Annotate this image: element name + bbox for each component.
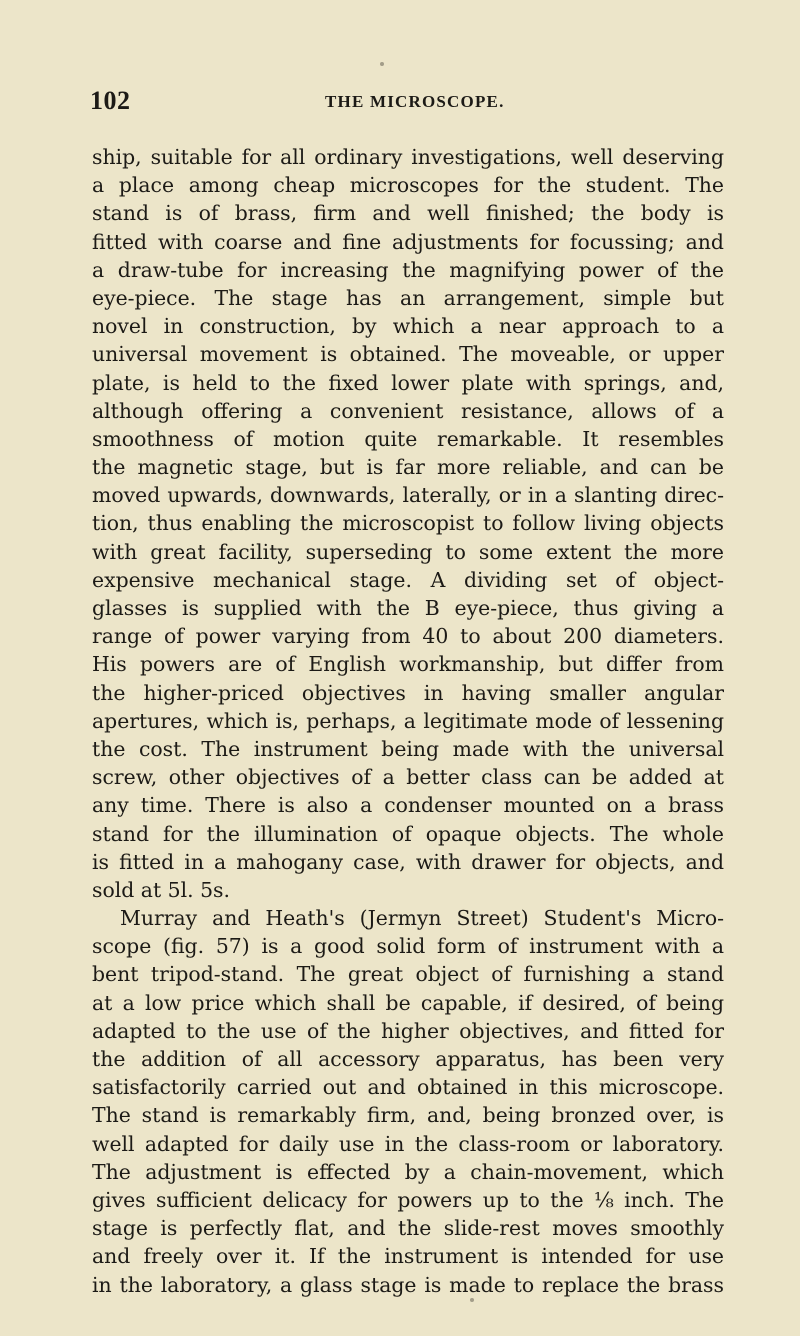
text-line: smoothness of motion quite remarkable. It resembles xyxy=(92,426,724,451)
running-head xyxy=(90,86,730,116)
text-line: moved upwards, downwards, laterally, or in a slanting direc- xyxy=(92,483,724,508)
text-line: with great facility, superseding to some extent the more xyxy=(92,539,724,564)
text-line: gives sufficient delicacy for powers up to the ⅛ inch. The xyxy=(92,1187,724,1212)
text-line: the magnetic stage, but is far more reliable, and can be xyxy=(92,455,724,480)
text-line: fitted with coarse and fine adjustments for focussing; and xyxy=(92,229,724,254)
text-line: expensive mechanical stage. A dividing set of object- xyxy=(92,567,724,592)
text-line: stage is perfectly flat, and the slide-rest moves smoothly xyxy=(92,1216,724,1241)
text-line: The stand is remarkably firm, and, being bronzed over, is xyxy=(92,1103,724,1128)
text-line: stand is of brass, firm and well finished; the body is xyxy=(92,201,724,226)
text-line: apertures, which is, perhaps, a legitimate mode of lessening xyxy=(92,708,724,733)
text-line: a place among cheap microscopes for the student. The xyxy=(92,173,724,198)
text-line: at a low price which shall be capable, if desired, of being xyxy=(92,990,724,1015)
text-line: in the laboratory, a glass stage is made to replace the brass xyxy=(92,1272,724,1297)
text-line: The adjustment is effected by a chain-movement, which xyxy=(92,1159,724,1184)
text-line: scope (fig. 57) is a good solid form of instrument with a xyxy=(92,934,724,959)
text-line: well adapted for daily use in the class-room or laboratory. xyxy=(92,1131,724,1156)
text-line: novel in construction, by which a near approach to a xyxy=(92,314,724,339)
text-line: universal movement is obtained. The moveable, or upper xyxy=(92,342,724,367)
paper-speck xyxy=(470,1298,474,1302)
text-line: range of power varying from 40 to about 200 diameters. xyxy=(92,624,724,649)
text-line: eye-piece. The stage has an arrangement, simple but xyxy=(92,285,724,310)
text-line: plate, is held to the fixed lower plate with springs, and, xyxy=(92,370,724,395)
text-line: satisfactorily carried out and obtained in this microscope. xyxy=(92,1075,724,1100)
text-line: stand for the illumination of opaque objects. The whole xyxy=(92,821,724,846)
page-number: 102 xyxy=(90,86,131,115)
text-line: a draw-tube for increasing the magnifying power of the xyxy=(92,257,724,282)
text-line: glasses is supplied with the B eye-piece, thus giving a xyxy=(92,596,724,620)
text-line: adapted to the use of the higher objectives, and fitted for xyxy=(92,1018,724,1043)
text-line: bent tripod-stand. The great object of furnishing a stand xyxy=(92,962,724,987)
body-text xyxy=(92,143,724,1299)
text-line: sold at 5l. 5s. xyxy=(92,877,231,902)
text-line: the higher-priced objectives in having smaller angular xyxy=(92,680,724,705)
text-line: ship, suitable for all ordinary investigations, well deserving xyxy=(92,145,724,169)
text-line: is fitted in a mahogany case, with drawer for objects, and xyxy=(92,849,724,874)
text-line: although offering a convenient resistance, allows of a xyxy=(92,398,724,423)
text-line: His powers are of English workmanship, but differ from xyxy=(92,652,724,677)
paper-speck xyxy=(380,62,384,66)
text-line: the cost. The instrument being made with the universal xyxy=(92,736,724,761)
text-line: screw, other objectives of a better class can be added at xyxy=(92,765,724,790)
text-line: the addition of all accessory apparatus, has been very xyxy=(92,1047,724,1071)
text-line: Murray and Heath's (Jermyn Street) Student's Micro- xyxy=(120,906,724,931)
running-title: THE MICROSCOPE. xyxy=(325,92,505,111)
text-line: any time. There is also a condenser mounted on a brass xyxy=(92,793,724,818)
text-line: and freely over it. If the instrument is intended for use xyxy=(92,1244,724,1269)
text-line: tion, thus enabling the microscopist to follow living objects xyxy=(92,511,724,536)
